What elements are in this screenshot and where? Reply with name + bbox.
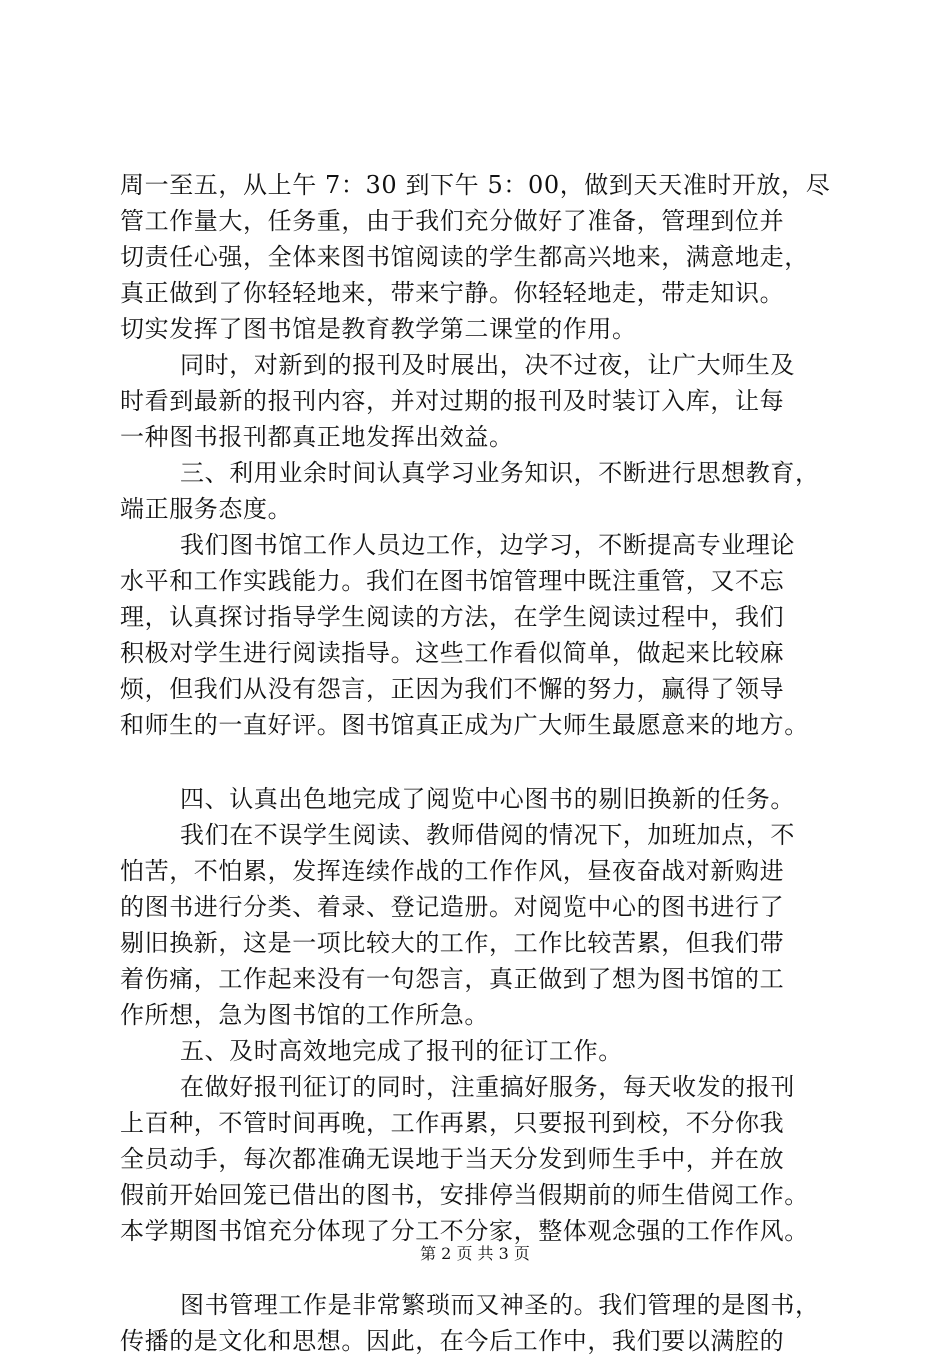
text-line: 传播的是文化和思想。因此，在今后工作中，我们要以满腔的 (120, 1327, 785, 1355)
text-line: 理，认真探讨指导学生阅读的方法，在学生阅读过程中，我们 (120, 603, 785, 631)
text-line: 图书管理工作是非常繁琐而又神圣的。我们管理的是图书， (180, 1291, 820, 1319)
text-line: 全员动手，每次都准确无误地于当天分发到师生手中，并在放 (120, 1145, 785, 1173)
text-line: 我们在不误学生阅读、教师借阅的情况下，加班加点，不 (180, 821, 795, 849)
section-heading: 四、认真出色地完成了阅览中心图书的剔旧换新的任务。 (180, 785, 795, 813)
text-line: 和师生的一直好评。图书馆真正成为广大师生最愿意来的地方。 (120, 711, 809, 739)
page-number-footer: 第 2 页 共 3 页 (420, 1244, 530, 1263)
text-line: 水平和工作实践能力。我们在图书馆管理中既注重管，又不忘 (120, 567, 785, 595)
text-line: 假前开始回笼已借出的图书，安排停当假期前的师生借阅工作。 (120, 1181, 809, 1209)
text-line: 上百种，不管时间再晚，工作再累，只要报刊到校，不分你我 (120, 1109, 785, 1137)
text-line: 本学期图书馆充分体现了分工不分家，整体观念强的工作作风。 (120, 1217, 809, 1245)
text-line: 剔旧换新，这是一项比较大的工作，工作比较苦累，但我们带 (120, 929, 785, 957)
section-heading: 五、及时高效地完成了报刊的征订工作。 (180, 1037, 623, 1065)
text-line: 我们图书馆工作人员边工作，边学习，不断提高专业理论 (180, 531, 795, 559)
text-line: 周一至五，从上午 7：30 到下午 5：00，做到天天准时开放，尽 (120, 171, 831, 199)
text-line: 在做好报刊征订的同时，注重搞好服务，每天收发的报刊 (180, 1073, 795, 1101)
text-line: 着伤痛，工作起来没有一句怨言，真正做到了想为图书馆的工 (120, 965, 785, 993)
text-line: 切实发挥了图书馆是教育教学第二课堂的作用。 (120, 315, 637, 343)
text-line: 积极对学生进行阅读指导。这些工作看似简单，做起来比较麻 (120, 639, 785, 667)
text-line: 作所想，急为图书馆的工作所急。 (120, 1001, 489, 1029)
section-heading: 端正服务态度。 (120, 495, 293, 523)
text-line: 时看到最新的报刊内容，并对过期的报刊及时装订入库，让每 (120, 387, 785, 415)
text-line: 切责任心强，全体来图书馆阅读的学生都高兴地来，满意地走， (120, 243, 809, 271)
text-line: 真正做到了你轻轻地来，带来宁静。你轻轻地走，带走知识。 (120, 279, 785, 307)
text-line: 同时，对新到的报刊及时展出，决不过夜，让广大师生及 (180, 351, 795, 379)
text-line: 烦，但我们从没有怨言，正因为我们不懈的努力，赢得了领导 (120, 675, 785, 703)
text-line: 管工作量大，任务重，由于我们充分做好了准备，管理到位并 (120, 207, 785, 235)
text-line: 一种图书报刊都真正地发挥出效益。 (120, 423, 514, 451)
text-line: 的图书进行分类、着录、登记造册。对阅览中心的图书进行了 (120, 893, 785, 921)
section-heading: 三、利用业余时间认真学习业务知识，不断进行思想教育， (180, 459, 820, 487)
text-line: 怕苦，不怕累，发挥连续作战的工作作风，昼夜奋战对新购进 (120, 857, 785, 885)
